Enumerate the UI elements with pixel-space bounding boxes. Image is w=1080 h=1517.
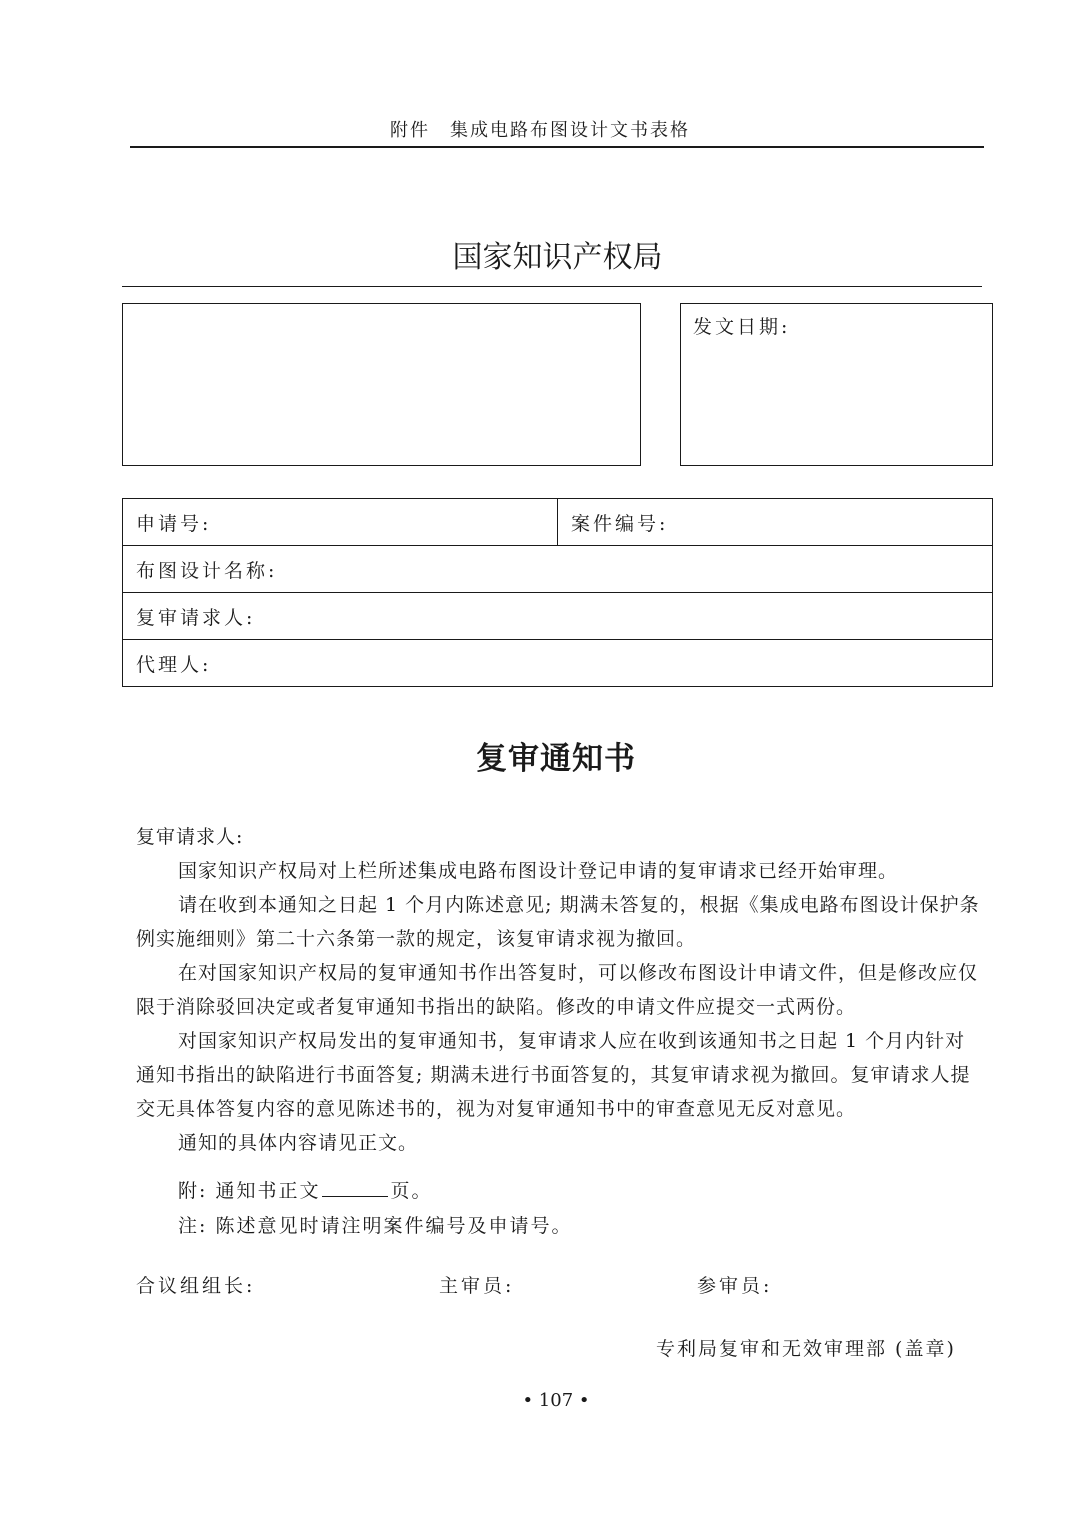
paragraph-5: 通知的具体内容请见正文。 (178, 1132, 419, 1154)
header-rule (130, 146, 984, 148)
document-title: 复审通知书 (476, 741, 636, 777)
agent-cell: 代理人: (123, 640, 993, 687)
case-no-cell: 案件编号: (558, 499, 993, 546)
panel-leader-label: 合议组组长: (136, 1275, 256, 1297)
info-table (122, 498, 993, 687)
page-count-blank (322, 1174, 388, 1197)
attachment-line (178, 1174, 572, 1209)
date-label: 发文日期: (693, 316, 791, 338)
agency-title: 国家知识产权局 (452, 240, 663, 275)
page-number: • 107 • (522, 1390, 590, 1411)
paragraph-4: 对国家知识产权局发出的复审通知书，复审请求人应在收到该通知书之日起 1 个月内针对通知书指出的缺陷进行书面答复; 期满未进行书面答复的，其复审请求视为撤回。复审请求人提交无具体答复内容的意见陈述书的，视为对复审通知书中的审查意见无反对意见。 (136, 1030, 971, 1120)
paragraph-3: 在对国家知识产权局的复审通知书作出答复时，可以修改布图设计申请文件，但是修改应仅限于消除驳回决定或者复审通知书指出的缺陷。修改的申请文件应提交一式两份。 (136, 962, 979, 1018)
requester-cell: 复审请求人: (123, 593, 993, 640)
agency-rule (122, 286, 982, 287)
running-header: 附件 集成电路布图设计文书表格 (390, 120, 690, 141)
associate-examiner-label: 参审员: (697, 1275, 773, 1297)
paragraph-1: 国家知识产权局对上栏所述集成电路布图设计登记申请的复审请求已经开始审理。 (178, 860, 899, 882)
attachment-prefix: 附: 通知书正文 (178, 1180, 321, 1202)
notice-body (136, 820, 984, 1160)
address-box (122, 303, 641, 466)
note-line: 注: 陈述意见时请注明案件编号及申请号。 (178, 1215, 573, 1237)
paragraph-2: 请在收到本通知之日起 1 个月内陈述意见; 期满未答复的，根据《集成电路布图设计保护条例实施细则》第二十六条第一款的规定，该复审请求视为撤回。 (136, 894, 980, 950)
date-box (680, 303, 993, 466)
application-no-cell: 申请号: (123, 499, 558, 546)
annex (178, 1174, 572, 1244)
chief-examiner-label: 主审员: (439, 1275, 515, 1297)
salutation: 复审请求人: (136, 826, 244, 848)
attachment-suffix: 页。 (390, 1180, 433, 1202)
design-name-cell: 布图设计名称: (123, 546, 993, 593)
issuing-department-stamp: 专利局复审和无效审理部 (盖章) (656, 1338, 956, 1360)
